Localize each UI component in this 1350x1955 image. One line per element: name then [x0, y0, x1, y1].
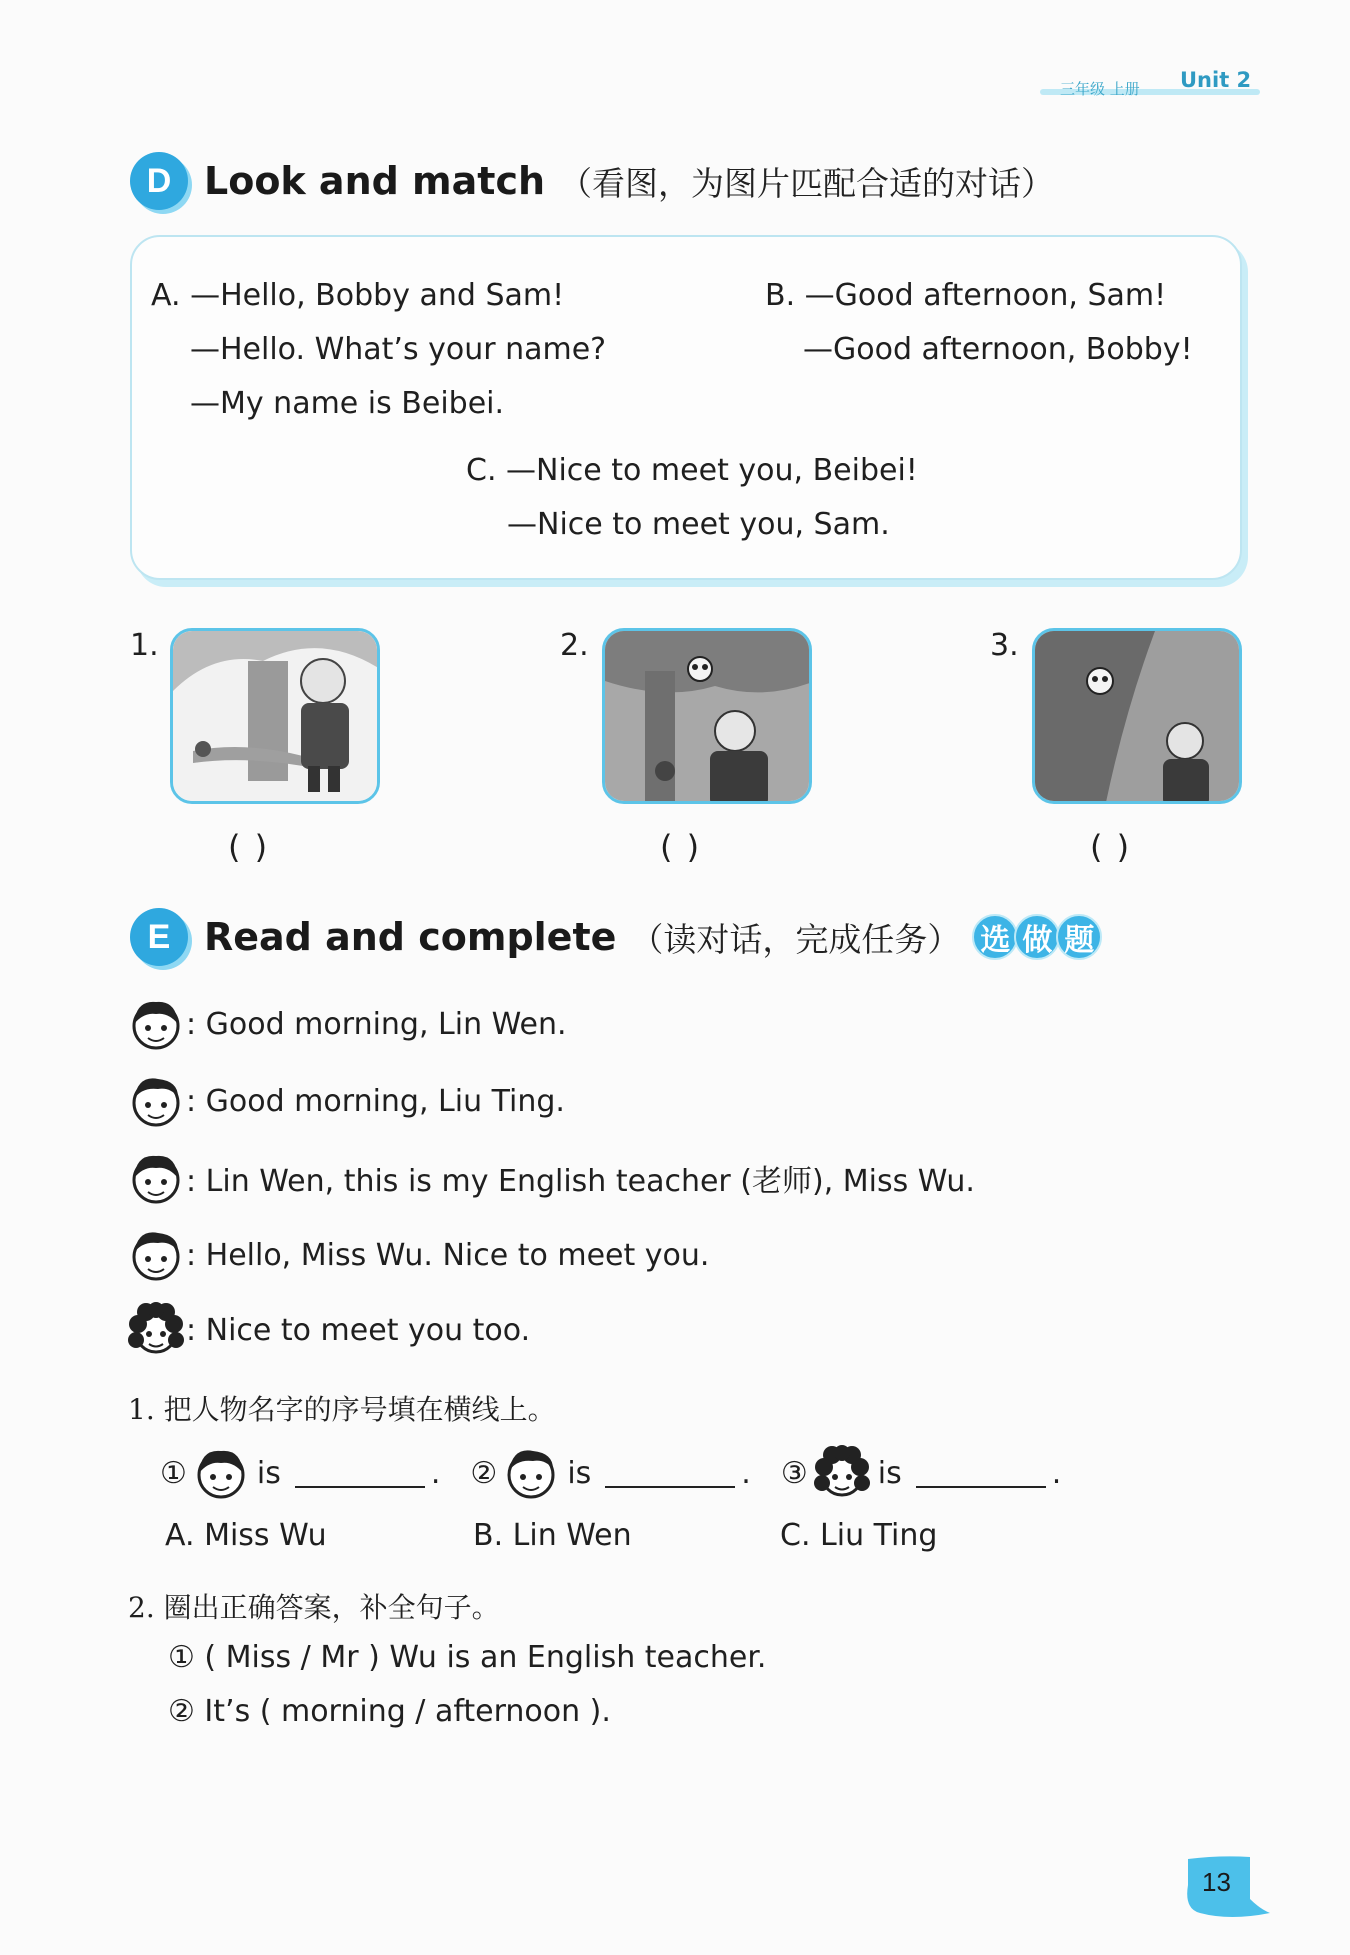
dialog-a-line-2: —Hello. What’s your name? — [190, 332, 607, 367]
liu-ting-face-icon — [128, 996, 184, 1052]
line-text: : Good morning, Lin Wen. — [186, 1006, 567, 1042]
lin-wen-face-icon — [128, 1227, 184, 1283]
dialog-c-line-1: C. —Nice to meet you, Beibei! — [466, 453, 918, 488]
lin-wen-face-icon — [503, 1445, 559, 1501]
section-e-title: Read and complete — [204, 915, 617, 959]
picture-2-answer-paren[interactable]: ( ) — [660, 828, 702, 866]
task-1-fill-row — [160, 1445, 1091, 1501]
line-text: : Hello, Miss Wu. Nice to meet you. — [186, 1237, 710, 1273]
fill-item-3: ③ is . — [781, 1445, 1061, 1501]
section-d-subtitle: （看图，为图片匹配合适的对话） — [559, 163, 1055, 203]
option-c: C. Liu Ting — [780, 1518, 938, 1553]
header-unit-tag — [1040, 64, 1260, 104]
line-text: : Nice to meet you too. — [186, 1312, 531, 1348]
liu-ting-face-icon — [128, 1150, 184, 1206]
dialogue-line — [128, 1227, 709, 1283]
section-d-heading — [130, 152, 1054, 210]
answer-blank-3[interactable] — [916, 1458, 1046, 1488]
picture-1-answer-paren[interactable]: ( ) — [228, 828, 270, 866]
dialogue-line — [128, 1073, 565, 1129]
section-e-subtitle: （读对话，完成任务） — [630, 919, 961, 959]
task-2-sentence-1[interactable]: ① ( Miss / Mr ) Wu is an English teacher. — [168, 1640, 767, 1675]
dialogue-line — [128, 996, 567, 1052]
page-number-tab — [1180, 1855, 1270, 1919]
answer-blank-1[interactable] — [295, 1458, 425, 1488]
task-2-prompt: 2. 圈出正确答案，补全句子。 — [128, 1591, 500, 1624]
dialog-b-line-1: B. —Good afternoon, Sam! — [765, 278, 1167, 313]
miss-wu-face-icon — [814, 1445, 870, 1501]
picture-1 — [170, 628, 380, 804]
picture-3-answer-paren[interactable]: ( ) — [1090, 828, 1132, 866]
option-b: B. Lin Wen — [473, 1518, 632, 1553]
dialog-b-line-2: —Good afternoon, Bobby! — [803, 332, 1193, 367]
answer-blank-2[interactable] — [605, 1458, 735, 1488]
fill-item-1: ① is . — [160, 1445, 440, 1501]
picture-2-number: 2. — [560, 628, 589, 663]
optional-task-badge — [972, 914, 1098, 960]
picture-3 — [1032, 628, 1242, 804]
picture-2 — [602, 628, 812, 804]
optional-char-3: 题 — [1056, 914, 1102, 960]
lin-wen-face-icon — [128, 1073, 184, 1129]
option-a: A. Miss Wu — [165, 1518, 327, 1553]
optional-char-2: 做 — [1014, 914, 1060, 960]
task-1-prompt: 1. 把人物名字的序号填在横线上。 — [128, 1393, 556, 1426]
section-e-badge: E — [130, 908, 188, 966]
header-grade: 三年级 上册 — [1060, 80, 1140, 98]
line-text: : Lin Wen, this is my English teacher (老师), Miss Wu. — [186, 1164, 975, 1199]
dialog-a-line-3: —My name is Beibei. — [190, 386, 505, 421]
dialogue-line — [128, 1302, 530, 1358]
dialogue-line — [128, 1150, 975, 1206]
section-d-badge: D — [130, 152, 188, 210]
task-2-sentence-2[interactable]: ② It’s ( morning / afternoon ). — [168, 1694, 611, 1729]
miss-wu-face-icon — [128, 1302, 184, 1358]
fill-item-2: ② is . — [470, 1445, 750, 1501]
picture-3-number: 3. — [990, 628, 1019, 663]
header-unit: Unit 2 — [1180, 68, 1252, 92]
section-d-title: Look and match — [204, 159, 546, 203]
task-1-options — [165, 1518, 937, 1553]
tree-panda-cat-illustration-2 — [1035, 631, 1242, 804]
page-number: 13 — [1202, 1867, 1231, 1897]
picture-1-number: 1. — [130, 628, 159, 663]
tree-panda-cat-illustration — [605, 631, 812, 804]
dialog-c-line-2: —Nice to meet you, Sam. — [507, 507, 890, 542]
line-text: : Good morning, Liu Ting. — [186, 1083, 565, 1119]
optional-char-1: 选 — [972, 914, 1018, 960]
tree-and-cat-illustration — [173, 631, 380, 804]
dialog-a-line-1: A. —Hello, Bobby and Sam! — [151, 278, 565, 313]
section-e-heading — [130, 908, 1098, 966]
liu-ting-face-icon — [193, 1445, 249, 1501]
